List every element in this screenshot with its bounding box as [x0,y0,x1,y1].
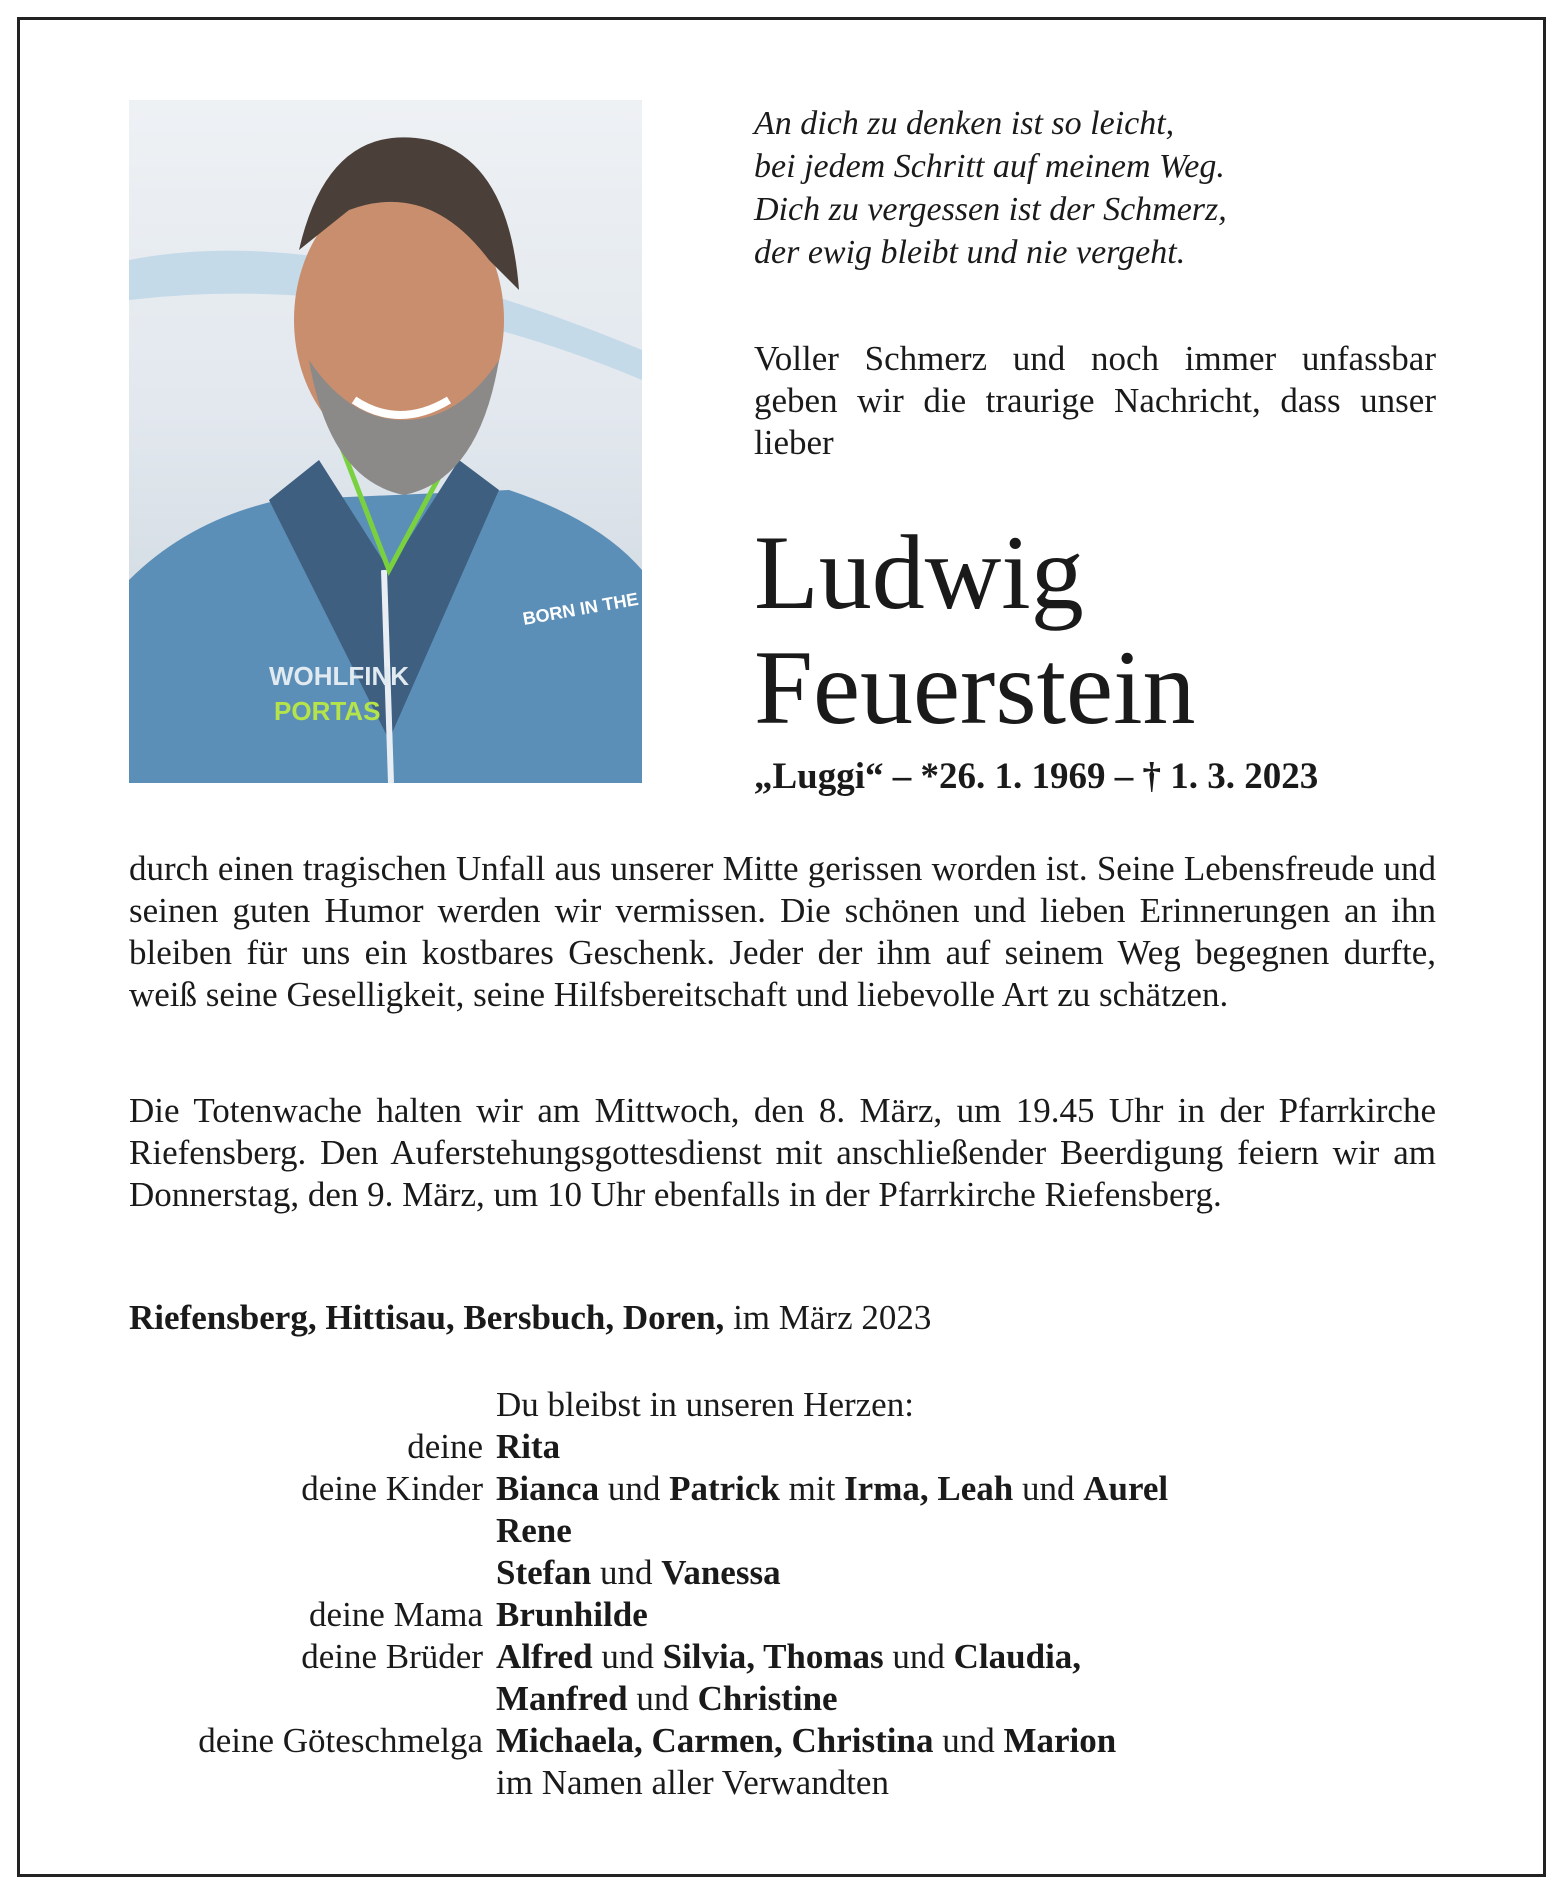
poem-line: Dich zu vergessen ist der Schmerz, [754,191,1227,228]
relative-name: Claudia, [953,1637,1082,1676]
relative-name: Brunhilde [496,1595,648,1634]
family-row [0,1720,1567,1762]
relative-names [496,1426,560,1468]
last-name: Feuerstein [754,629,1196,746]
relative-names [496,1594,648,1636]
relation-label [0,1384,496,1426]
poem [754,102,1227,274]
connector-text: und [591,1553,662,1592]
connector-text: und [1013,1469,1084,1508]
life-dates: „Luggi“ – *26. 1. 1969 – † 1. 3. 2023 [754,756,1319,797]
poem-line: bei jedem Schritt auf meinem Weg. [754,148,1225,185]
poem-line: der ewig bleibt und nie vergeht. [754,234,1186,271]
first-name: Ludwig [754,514,1084,631]
relative-name: Bianca [496,1469,600,1508]
relation-label: deine Brüder [301,1637,483,1676]
relative-name: Stefan [496,1553,592,1592]
paragraph-announcement: durch einen tragischen Unfall aus unserer Mitte gerissen worden ist. Seine Lebensfreude und seinen guten Humor werden wir vermissen. Die schönen und lieben Erinnerungen an ihn bleiben für uns ein kostbares Geschenk. Jeder der ihm auf seinem Weg begegnen durfte, weiß seine Geselligkeit, seine Hilfsbereitschaft und liebevolle Art zu schätzen. [129,849,1436,1014]
family-row [0,1510,1567,1552]
relative-names [496,1720,1116,1762]
relation-label [0,1552,496,1594]
poem-line: An dich zu denken ist so leicht, [754,105,1175,142]
relation-label: deine Göteschmelga [198,1721,483,1760]
relative-names [496,1678,838,1720]
connector-text: und [599,1469,670,1508]
relative-name: Manfred [496,1679,628,1718]
family-row [0,1384,1567,1426]
relation-label: deine Kinder [301,1469,483,1508]
paragraph-funeral-details: Die Totenwache halten wir am Mittwoch, den 8. März, um 19.45 Uhr in der Pfarrkirche Riefensberg. Den Auferstehungsgottesdienst mit anschließender Beerdigung feiern wir am Donnerstag, den 9. März, um 10 Uhr ebenfalls in der Pfarrkirche Riefensberg. [129,1091,1436,1214]
relative-names [496,1762,889,1804]
family-row [0,1594,1567,1636]
connector-text: und [883,1637,954,1676]
relative-name: Aurel [1083,1469,1169,1508]
relative-names [496,1384,914,1426]
month-year: im März 2023 [724,1298,932,1337]
connector-text: mit [779,1469,845,1508]
jacket-logo-text: PORTAS [274,696,381,726]
relative-names [496,1636,1081,1678]
family-row [0,1552,1567,1594]
family-row [0,1678,1567,1720]
connector-text: im Namen aller Verwandten [496,1763,889,1802]
jacket-logo-text: BORN IN THE ALPS [521,579,692,629]
relation-label [0,1678,496,1720]
place-date-line [129,1298,931,1338]
relative-name: Christine [697,1679,838,1718]
family-row [0,1636,1567,1678]
relative-name: Rita [496,1427,561,1466]
relation-label: deine [407,1427,483,1466]
relation-label [0,1762,496,1804]
relative-name: Vanessa [661,1553,781,1592]
relative-name: Michaela, Carmen, Christina [496,1721,934,1760]
relation-label: deine Mama [309,1595,483,1634]
relation-label [0,1510,496,1552]
relative-name: Patrick [669,1469,780,1508]
relative-names [496,1552,781,1594]
jacket-logo-text: WOHLFINK [269,661,410,691]
relative-name: Rene [496,1511,572,1550]
family-row [0,1762,1567,1804]
connector-text: Du bleibst in unseren Herzen: [496,1385,914,1424]
family-row [0,1468,1567,1510]
family-row [0,1426,1567,1468]
connector-text: und [627,1679,698,1718]
relative-names [496,1510,572,1552]
family-list [0,1384,1567,1804]
relative-name: Silvia, Thomas [662,1637,884,1676]
portrait-photo [129,100,692,783]
towns: Riefensberg, Hittisau, Bersbuch, Doren, [129,1298,725,1337]
deceased-name [754,515,1196,745]
relative-names [496,1468,1168,1510]
relative-name: Irma, Leah [844,1469,1014,1508]
relative-name: Marion [1003,1721,1117,1760]
relative-name: Alfred [496,1637,593,1676]
intro-text: Voller Schmerz und noch immer unfassbar geben wir die traurige Nachricht, dass unser lieber [754,339,1436,462]
connector-text: und [933,1721,1004,1760]
connector-text: und [592,1637,663,1676]
